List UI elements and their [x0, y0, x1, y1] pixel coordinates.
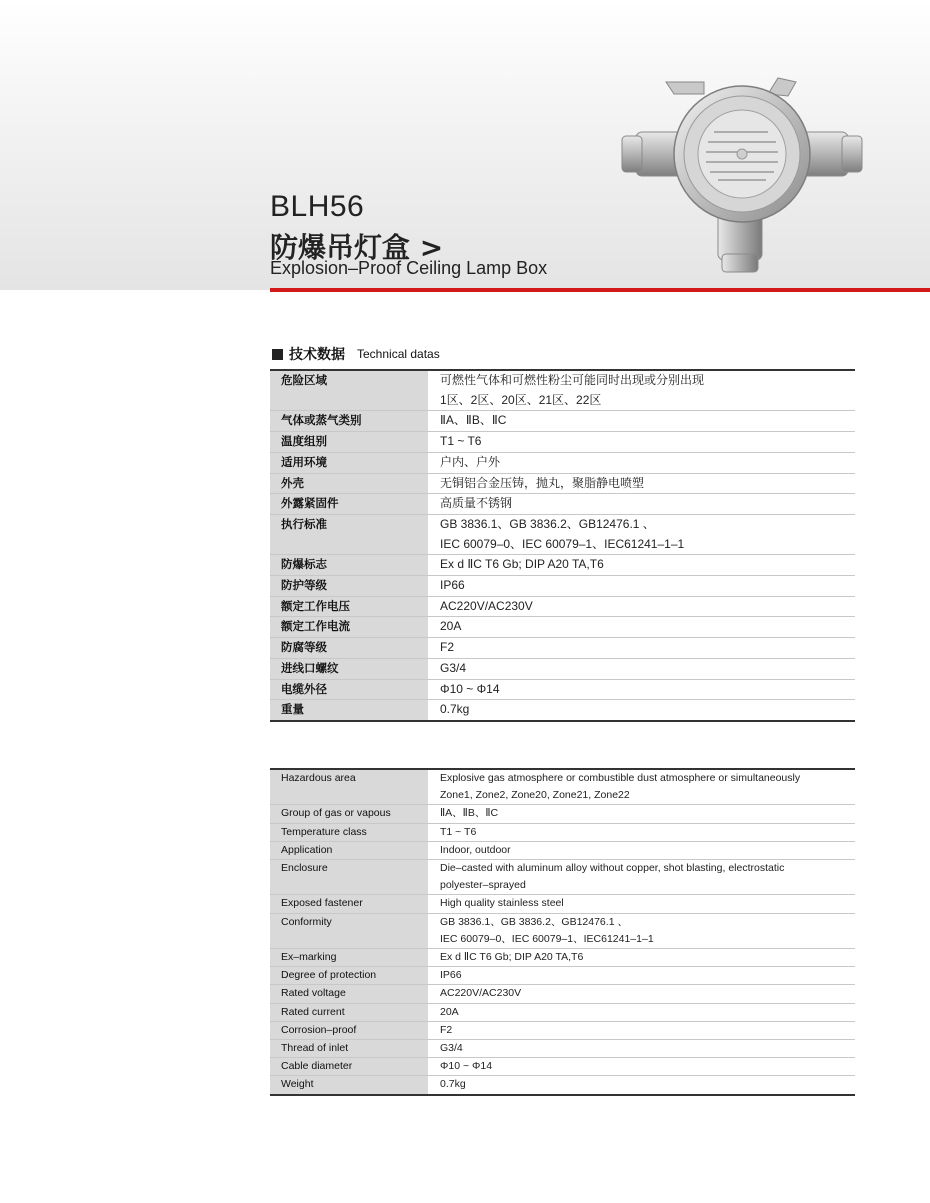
- table-row: [270, 370, 855, 411]
- spec-value-line: 1区、2区、20区、21区、22区: [440, 392, 602, 407]
- square-bullet-icon: [272, 349, 283, 360]
- table-row: [270, 473, 855, 494]
- table-row: [270, 967, 855, 985]
- spec-key: Enclosure: [270, 860, 428, 895]
- table-row: [270, 494, 855, 515]
- section-title-en: Technical datas: [357, 347, 440, 361]
- spec-value: [428, 860, 855, 895]
- spec-key: 电缆外径: [270, 679, 428, 700]
- spec-key: 防腐等级: [270, 638, 428, 659]
- spec-key: Group of gas or vapous: [270, 805, 428, 823]
- table-row: [270, 576, 855, 597]
- spec-value: IP66: [428, 576, 855, 597]
- table-row: [270, 638, 855, 659]
- spec-key: 执行标准: [270, 514, 428, 554]
- spec-value: Φ10 ~ Φ14: [428, 679, 855, 700]
- table-row: [270, 658, 855, 679]
- spec-value: [428, 370, 855, 411]
- spec-value: Ex d ⅡC T6 Gb; DIP A20 TA,T6: [428, 949, 855, 967]
- spec-key: Corrosion–proof: [270, 1021, 428, 1039]
- table-row: [270, 913, 855, 948]
- spec-key: Temperature class: [270, 823, 428, 841]
- spec-key: Exposed fastener: [270, 895, 428, 913]
- table-row: [270, 411, 855, 432]
- table-row: [270, 985, 855, 1003]
- spec-value: 户内、户外: [428, 452, 855, 473]
- table-row: [270, 432, 855, 453]
- table-row: [270, 555, 855, 576]
- spec-key: 外壳: [270, 473, 428, 494]
- spec-value-line: GB 3836.1、GB 3836.2、GB12476.1 、: [440, 915, 628, 928]
- spec-value: [428, 514, 855, 554]
- spec-key: Rated current: [270, 1003, 428, 1021]
- spec-value: Ex d ⅡC T6 Gb; DIP A20 TA,T6: [428, 555, 855, 576]
- section-heading: [272, 344, 440, 364]
- table-row: [270, 1021, 855, 1039]
- spec-value: F2: [428, 1021, 855, 1039]
- spec-value: High quality stainless steel: [428, 895, 855, 913]
- spec-table-cn: [270, 369, 855, 722]
- product-model: BLH56: [270, 190, 365, 223]
- spec-value: [428, 769, 855, 805]
- spec-value: IP66: [428, 967, 855, 985]
- spec-key: Application: [270, 841, 428, 859]
- table-row: [270, 596, 855, 617]
- accent-divider: [270, 288, 930, 292]
- spec-value: [428, 913, 855, 948]
- spec-key: 防护等级: [270, 576, 428, 597]
- spec-key: Ex–marking: [270, 949, 428, 967]
- spec-key: 气体或蒸气类别: [270, 411, 428, 432]
- table-row: [270, 679, 855, 700]
- table-row: [270, 949, 855, 967]
- spec-key: Thread of inlet: [270, 1040, 428, 1058]
- spec-key: 防爆标志: [270, 555, 428, 576]
- table-row: [270, 700, 855, 721]
- spec-table-en: [270, 768, 855, 1096]
- spec-value: T1 ~ T6: [428, 432, 855, 453]
- spec-value-line: GB 3836.1、GB 3836.2、GB12476.1 、: [440, 516, 655, 531]
- spec-key: Hazardous area: [270, 769, 428, 805]
- spec-value: 0.7kg: [428, 700, 855, 721]
- spec-key: Degree of protection: [270, 967, 428, 985]
- table-row: [270, 1058, 855, 1076]
- spec-key: 外露紧固件: [270, 494, 428, 515]
- spec-value: ⅡA、ⅡB、ⅡC: [428, 411, 855, 432]
- spec-value: Indoor, outdoor: [428, 841, 855, 859]
- spec-key: Weight: [270, 1076, 428, 1095]
- table-row: [270, 841, 855, 859]
- junction-box-illustration: [618, 70, 868, 280]
- spec-key: 进线口螺纹: [270, 658, 428, 679]
- spec-value: 高质量不锈钢: [428, 494, 855, 515]
- table-row: [270, 1076, 855, 1095]
- spec-value: 20A: [428, 1003, 855, 1021]
- spec-value-line: Explosive gas atmosphere or combustible dust atmosphere or simultaneously: [440, 772, 801, 784]
- spec-key: Cable diameter: [270, 1058, 428, 1076]
- spec-key: Rated voltage: [270, 985, 428, 1003]
- spec-key: 额定工作电压: [270, 596, 428, 617]
- spec-value-line: polyester–sprayed: [440, 879, 526, 892]
- spec-value: G3/4: [428, 1040, 855, 1058]
- product-title-cn: 防爆吊灯盒 >: [270, 231, 444, 264]
- spec-value: Φ10 ~ Φ14: [428, 1058, 855, 1076]
- product-title-en: Explosion–Proof Ceiling Lamp Box: [270, 258, 548, 278]
- spec-key: 温度组别: [270, 432, 428, 453]
- table-row: [270, 805, 855, 823]
- spec-value: ⅡA、ⅡB、ⅡC: [428, 805, 855, 823]
- spec-key: 适用环境: [270, 452, 428, 473]
- spec-key: Conformity: [270, 913, 428, 948]
- table-row: [270, 860, 855, 895]
- spec-value: 20A: [428, 617, 855, 638]
- table-row: [270, 1003, 855, 1021]
- spec-value: F2: [428, 638, 855, 659]
- table-row: [270, 895, 855, 913]
- spec-value-line: 可燃性气体和可燃性粉尘可能同时出现或分别出现: [440, 373, 705, 387]
- table-row: [270, 514, 855, 554]
- spec-key: 危险区域: [270, 370, 428, 411]
- spec-key: 额定工作电流: [270, 617, 428, 638]
- spec-value: G3/4: [428, 658, 855, 679]
- spec-value-line: IEC 60079–0、IEC 60079–1、IEC61241–1–1: [440, 536, 685, 551]
- spec-value: T1 ~ T6: [428, 823, 855, 841]
- table-row: [270, 452, 855, 473]
- spec-value: 0.7kg: [428, 1076, 855, 1095]
- spec-key: 重量: [270, 700, 428, 721]
- spec-value-line: Zone1, Zone2, Zone20, Zone21, Zone22: [440, 789, 630, 802]
- table-row: [270, 1040, 855, 1058]
- spec-value: AC220V/AC230V: [428, 596, 855, 617]
- spec-value-line: Die–casted with aluminum alloy without copper, shot blasting, electrostatic: [440, 862, 785, 875]
- table-row: [270, 769, 855, 805]
- spec-value: 无铜铝合金压铸，抛丸，聚脂静电喷塑: [428, 473, 855, 494]
- spec-value: AC220V/AC230V: [428, 985, 855, 1003]
- table-row: [270, 823, 855, 841]
- section-title-cn: 技术数据: [289, 347, 345, 363]
- spec-value-line: IEC 60079–0、IEC 60079–1、IEC61241–1–1: [440, 932, 654, 945]
- table-row: [270, 617, 855, 638]
